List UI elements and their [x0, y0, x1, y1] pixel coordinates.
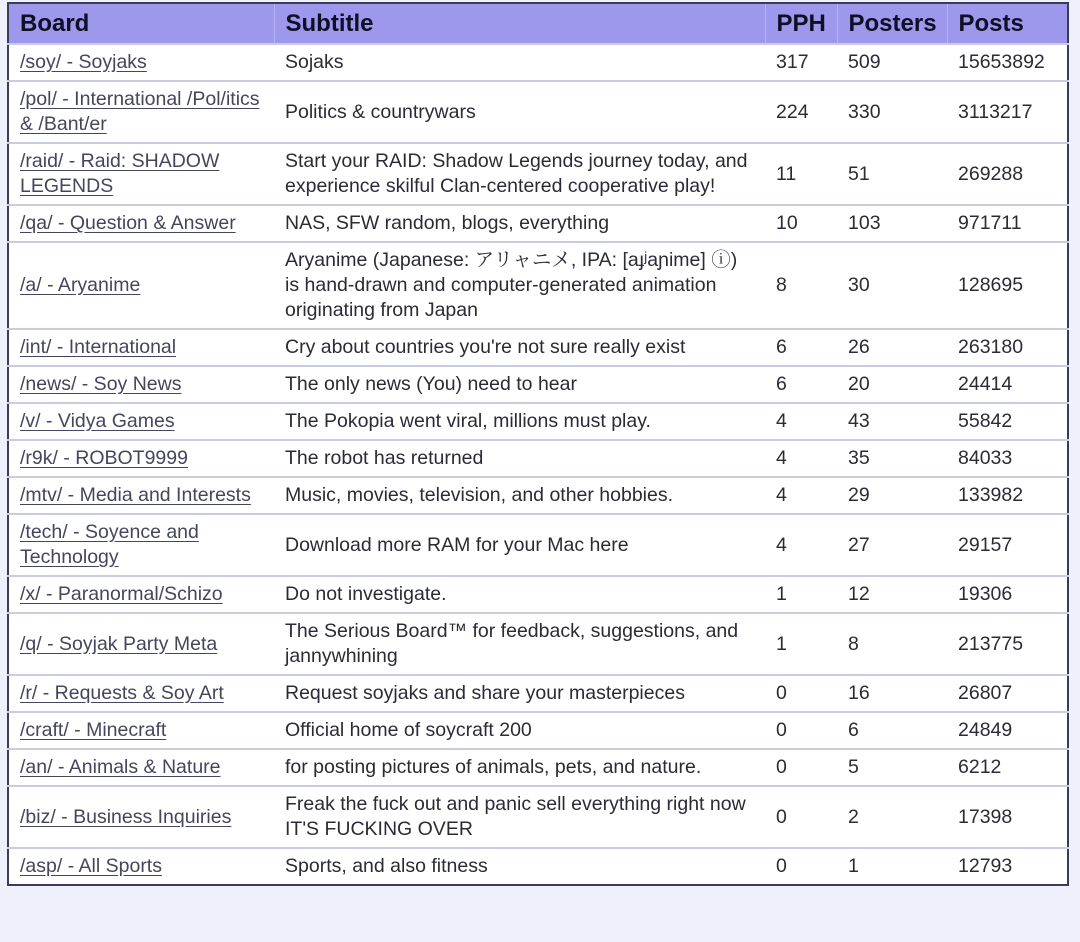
board-link[interactable]: /biz/ - Business Inquiries: [20, 805, 232, 828]
table-row: [8, 477, 1068, 514]
posts-cell: 263180: [947, 329, 1068, 366]
board-link[interactable]: /int/ - International: [20, 336, 177, 358]
board-cell: [8, 712, 274, 749]
table-row: [8, 675, 1068, 712]
posters-cell: 12: [837, 576, 947, 613]
pph-cell: 4: [765, 440, 837, 477]
board-cell: [8, 329, 274, 366]
board-cell: [8, 242, 274, 329]
posts-cell: 133982: [947, 477, 1068, 514]
posts-cell: 17398: [947, 786, 1068, 848]
posters-cell: 509: [837, 44, 947, 81]
posts-cell: 26807: [947, 675, 1068, 712]
pph-cell: 4: [765, 514, 837, 576]
subtitle-cell: Aryanime (Japanese: アリャニメ, IPA: [aɟʲaɲime] ⓘ) is hand-drawn and computer-generated animation originating from Japan: [274, 242, 765, 329]
posters-cell: 26: [837, 329, 947, 366]
board-link[interactable]: /asp/ - All Sports: [20, 855, 162, 877]
board-link[interactable]: /raid/ - Raid: SHADOW LEGENDS: [20, 150, 220, 197]
pph-cell: 0: [765, 848, 837, 885]
subtitle-cell: Freak the fuck out and panic sell everything right now IT'S FUCKING OVER: [274, 786, 765, 848]
subtitle-cell: Cry about countries you're not sure really exist: [274, 329, 765, 366]
board-link[interactable]: /v/ - Vidya Games: [20, 410, 175, 432]
table-row: [8, 613, 1068, 675]
posts-cell: 128695: [947, 242, 1068, 329]
table-row: [8, 576, 1068, 613]
table-row: [8, 329, 1068, 366]
board-cell: [8, 514, 274, 576]
posters-cell: 20: [837, 366, 947, 403]
table-row: [8, 366, 1068, 403]
subtitle-cell: The Pokopia went viral, millions must play.: [274, 403, 765, 440]
boards-table: [7, 2, 1069, 886]
pph-cell: 6: [765, 329, 837, 366]
board-cell: [8, 205, 274, 242]
posts-cell: 213775: [947, 613, 1068, 675]
pph-cell: 317: [765, 44, 837, 81]
table-row: [8, 786, 1068, 848]
table-row: [8, 81, 1068, 143]
posters-cell: 35: [837, 440, 947, 477]
table-row: [8, 143, 1068, 205]
header-posters[interactable]: Posters: [837, 3, 947, 44]
posters-cell: 51: [837, 143, 947, 205]
header-subtitle[interactable]: Subtitle: [274, 3, 765, 44]
posts-cell: 971711: [947, 205, 1068, 242]
board-link[interactable]: /news/ - Soy News: [20, 373, 182, 395]
board-list: [7, 2, 1067, 886]
posts-cell: 6212: [947, 749, 1068, 786]
board-cell: [8, 848, 274, 885]
subtitle-cell: Sports, and also fitness: [274, 848, 765, 885]
subtitle-cell: Start your RAID: Shadow Legends journey today, and experience skilful Clan-centered cooperative play!: [274, 143, 765, 205]
board-cell: [8, 749, 274, 786]
table-row: [8, 242, 1068, 329]
header-posts[interactable]: Posts: [947, 3, 1068, 44]
pph-cell: 0: [765, 675, 837, 712]
subtitle-cell: Do not investigate.: [274, 576, 765, 613]
posters-cell: 103: [837, 205, 947, 242]
posters-cell: 1: [837, 848, 947, 885]
table-body: [8, 44, 1068, 885]
pph-cell: 0: [765, 786, 837, 848]
board-link[interactable]: /craft/ - Minecraft: [20, 719, 167, 741]
pph-cell: 11: [765, 143, 837, 205]
posters-cell: 2: [837, 786, 947, 848]
posts-cell: 24414: [947, 366, 1068, 403]
posters-cell: 30: [837, 242, 947, 329]
board-link[interactable]: /q/ - Soyjak Party Meta: [20, 632, 218, 655]
posters-cell: 27: [837, 514, 947, 576]
subtitle-cell: Request soyjaks and share your masterpieces: [274, 675, 765, 712]
subtitle-cell: for posting pictures of animals, pets, and nature.: [274, 749, 765, 786]
board-cell: [8, 143, 274, 205]
board-cell: [8, 613, 274, 675]
posts-cell: 55842: [947, 403, 1068, 440]
board-link[interactable]: /pol/ - International /Pol/itics & /Bant/er: [20, 88, 260, 135]
posts-cell: 269288: [947, 143, 1068, 205]
subtitle-cell: Music, movies, television, and other hobbies.: [274, 477, 765, 514]
subtitle-cell: Politics & countrywars: [274, 81, 765, 143]
table-row: [8, 749, 1068, 786]
header-row: [8, 3, 1068, 44]
board-cell: [8, 675, 274, 712]
pph-cell: 1: [765, 613, 837, 675]
posters-cell: 16: [837, 675, 947, 712]
board-cell: [8, 786, 274, 848]
posts-cell: 3113217: [947, 81, 1068, 143]
header-board[interactable]: Board: [8, 3, 274, 44]
board-cell: [8, 576, 274, 613]
posts-cell: 12793: [947, 848, 1068, 885]
posters-cell: 43: [837, 403, 947, 440]
board-link[interactable]: /a/ - Aryanime: [20, 274, 141, 296]
posts-cell: 24849: [947, 712, 1068, 749]
board-link[interactable]: /x/ - Paranormal/Schizo: [20, 583, 223, 605]
board-link[interactable]: /soy/ - Soyjaks: [20, 51, 147, 73]
board-link[interactable]: /r/ - Requests & Soy Art: [20, 682, 224, 704]
subtitle-cell: The robot has returned: [274, 440, 765, 477]
board-cell: [8, 477, 274, 514]
board-link[interactable]: /r9k/ - ROBOT9999: [20, 447, 188, 469]
subtitle-cell: The only news (You) need to hear: [274, 366, 765, 403]
pph-cell: 8: [765, 242, 837, 329]
posts-cell: 84033: [947, 440, 1068, 477]
pph-cell: 1: [765, 576, 837, 613]
pph-cell: 4: [765, 477, 837, 514]
board-cell: [8, 81, 274, 143]
board-cell: [8, 403, 274, 440]
posters-cell: 29: [837, 477, 947, 514]
table-row: [8, 44, 1068, 81]
table-header: [8, 3, 1068, 44]
header-pph[interactable]: PPH: [765, 3, 837, 44]
pph-cell: 224: [765, 81, 837, 143]
table-row: [8, 514, 1068, 576]
subtitle-cell: Official home of soycraft 200: [274, 712, 765, 749]
board-cell: [8, 44, 274, 81]
posts-cell: 15653892: [947, 44, 1068, 81]
table-row: [8, 205, 1068, 242]
pph-cell: 10: [765, 205, 837, 242]
board-link[interactable]: /tech/ - Soyence and Technology: [20, 521, 199, 568]
table-row: [8, 712, 1068, 749]
board-link[interactable]: /an/ - Animals & Nature: [20, 756, 221, 778]
table-row: [8, 848, 1068, 885]
pph-cell: 0: [765, 749, 837, 786]
pph-cell: 0: [765, 712, 837, 749]
posters-cell: 330: [837, 81, 947, 143]
subtitle-cell: Sojaks: [274, 44, 765, 81]
board-cell: [8, 440, 274, 477]
pph-cell: 6: [765, 366, 837, 403]
board-link[interactable]: /mtv/ - Media and Interests: [20, 484, 251, 506]
board-cell: [8, 366, 274, 403]
board-link[interactable]: /qa/ - Question & Answer: [20, 212, 236, 234]
posts-cell: 29157: [947, 514, 1068, 576]
table-row: [8, 440, 1068, 477]
posters-cell: 6: [837, 712, 947, 749]
subtitle-cell: The Serious Board™ for feedback, suggestions, and jannywhining: [274, 613, 765, 675]
pph-cell: 4: [765, 403, 837, 440]
subtitle-cell: Download more RAM for your Mac here: [274, 514, 765, 576]
posters-cell: 5: [837, 749, 947, 786]
table-row: [8, 403, 1068, 440]
subtitle-cell: NAS, SFW random, blogs, everything: [274, 205, 765, 242]
posts-cell: 19306: [947, 576, 1068, 613]
posters-cell: 8: [837, 613, 947, 675]
